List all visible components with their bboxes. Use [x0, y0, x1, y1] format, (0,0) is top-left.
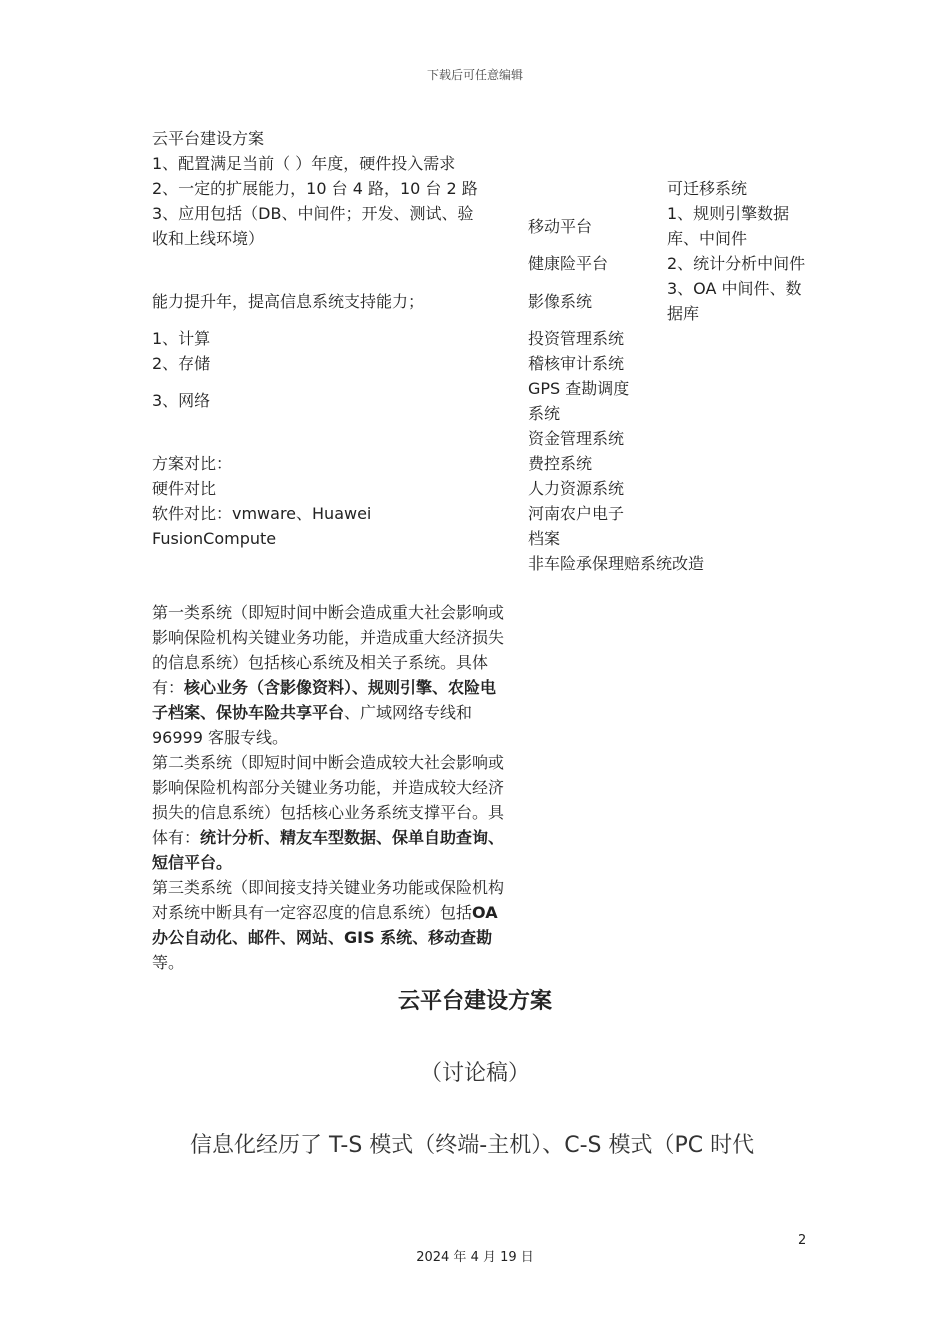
mid-item: 资金管理系统 [528, 429, 625, 448]
class3-bold: OA 办公自动化、邮件、网站、GIS 系统、移动查勘 [152, 903, 498, 947]
cap-item-1: 1、计算 [152, 329, 211, 348]
right-item: 库、中间件 [667, 229, 748, 248]
right-item: 2、统计分析中间件 [667, 254, 806, 273]
capability-line: 能力提升年，提高信息系统支持能力； [152, 292, 425, 311]
right-heading: 可迁移系统 [667, 179, 748, 198]
class1-text: 第一类系统（即短时间中断会造成重大社会影响或影响保险机构关键业务功能，并造成重大经济损失的信息系统）包括核心系统及相关子系统。具体有： [152, 603, 505, 697]
left-item-2: 2、一定的扩展能力，10 台 4 路，10 台 2 路 [152, 179, 478, 198]
left-item-3-line1: 3、应用包括（DB、中间件；开发、测试、验 [152, 204, 474, 223]
page-header: 下载后可任意编辑 [426, 68, 523, 82]
left-item-1: 1、配置满足当前（ ）年度，硬件投入需求 [152, 154, 456, 173]
mid-item: 系统 [528, 404, 561, 423]
mid-item: 健康险平台 [528, 254, 609, 273]
body-line: 信息化经历了 T-S 模式（终端-主机）、C-S 模式（PC 时代 [190, 1133, 755, 1158]
compare-hardware: 硬件对比 [152, 479, 217, 498]
cap-item-3: 3、网络 [152, 391, 211, 410]
compare-heading: 方案对比： [152, 454, 233, 473]
class3-text: 第三类系统（即间接支持关键业务功能或保险机构对系统中断具有一定容忍度的信息系统）包括 [152, 878, 505, 922]
class1-bold: 核心业务（含影像资料）、规则引擎、农险电子档案、保协车险共享平台 [152, 678, 497, 722]
right-item: 1、规则引擎数据 [667, 204, 790, 223]
mid-item: 非车险承保理赔系统改造 [528, 554, 705, 573]
right-item: 3、OA 中间件、数 [667, 279, 802, 298]
mid-item: GPS 查勘调度 [528, 379, 630, 398]
mid-item: 稽核审计系统 [528, 354, 625, 373]
mid-item: 河南农户电子 [528, 504, 625, 523]
mid-item: 档案 [528, 529, 561, 548]
mid-item: 投资管理系统 [528, 329, 625, 348]
mid-item: 移动平台 [528, 217, 593, 236]
class2-paragraph [152, 750, 512, 875]
class1-paragraph [152, 600, 512, 750]
compare-software-line2: FusionCompute [152, 529, 277, 548]
cap-item-2: 2、存储 [152, 354, 211, 373]
page-number: 2 [798, 1233, 807, 1248]
compare-software-line1: 软件对比：vmware、Huawei [152, 504, 372, 523]
class2-bold: 统计分析、精友车型数据、保单自助查询、短信平台。 [152, 828, 505, 872]
doc-title: 云平台建设方案 [397, 989, 552, 1014]
footer-date: 2024 年 4 月 19 日 [416, 1250, 534, 1265]
mid-item: 人力资源系统 [528, 479, 625, 498]
left-heading: 云平台建设方案 [152, 129, 265, 148]
class3-tail: 等。 [152, 953, 185, 972]
doc-subtitle: （讨论稿） [419, 1061, 530, 1086]
right-item: 据库 [667, 304, 700, 323]
class2-text: 第二类系统（即短时间中断会造成较大社会影响或影响保险机构部分关键业务功能，并造成较大经济损失的信息系统）包括核心业务系统支撑平台。具体有： [152, 753, 505, 847]
left-item-3-line2: 收和上线环境） [152, 229, 265, 248]
class1-tail: 、广域网络专线和 96999 客服专线。 [152, 703, 473, 747]
mid-item: 费控系统 [528, 454, 593, 473]
mid-item: 影像系统 [528, 292, 593, 311]
class3-paragraph [152, 875, 512, 975]
